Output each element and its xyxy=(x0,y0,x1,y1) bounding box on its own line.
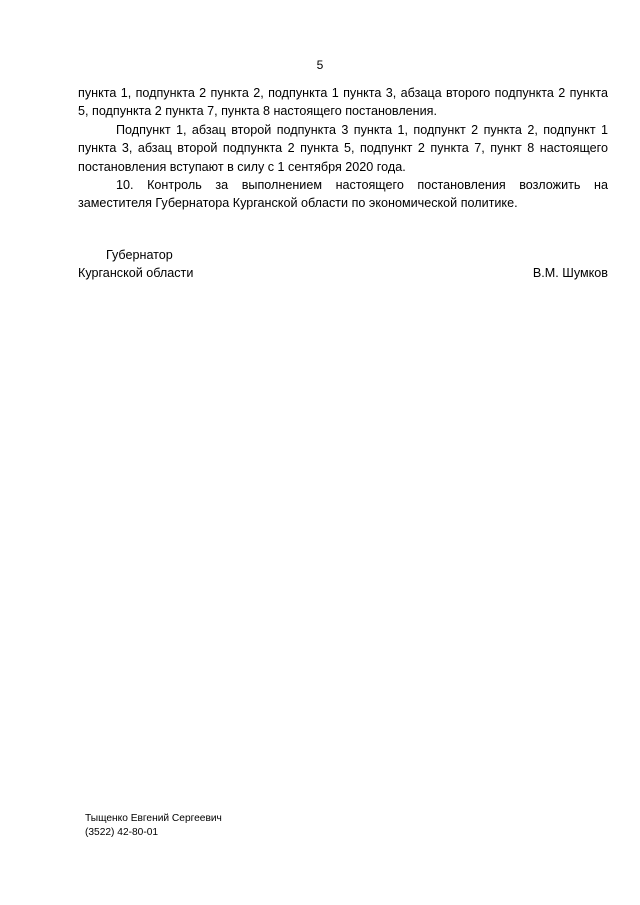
signatory-title-line2: Курганской области xyxy=(78,266,194,280)
body-text xyxy=(78,84,608,213)
signatory-name: В.М. Шумков xyxy=(532,266,608,280)
paragraph-control: 10. Контроль за выполнением настоящего постановления возложить на заместителя Губернатора Курганской области по экономической политике. xyxy=(78,178,608,211)
signature-row xyxy=(78,264,608,282)
signature-block xyxy=(78,246,608,282)
paragraph-effective-date: Подпункт 1, абзац второй подпункта 3 пункта 1, подпункт 2 пункта 2, подпункт 1 пункта 3, абзац второй подпункта 2 пункта 5, подпункт 2 пункта 7, пункт 8 настоящего постановления вступают в силу с 1 сентября 2020 года. xyxy=(78,122,608,174)
page-number: 5 xyxy=(316,58,324,72)
paragraph-continuation: пункта 1, подпункта 2 пункта 2, подпункта 1 пункта 3, абзаца второго подпункта 2 пункта 5, подпункта 2 пункта 7, пункта 8 настоящего постановления. xyxy=(78,86,608,119)
signatory-title-line1: Губернатор xyxy=(106,248,173,262)
executor-phone: (3522) 42-80-01 xyxy=(85,827,159,838)
executor-info xyxy=(85,812,222,840)
executor-name: Тыщенко Евгений Сергеевич xyxy=(85,813,222,824)
